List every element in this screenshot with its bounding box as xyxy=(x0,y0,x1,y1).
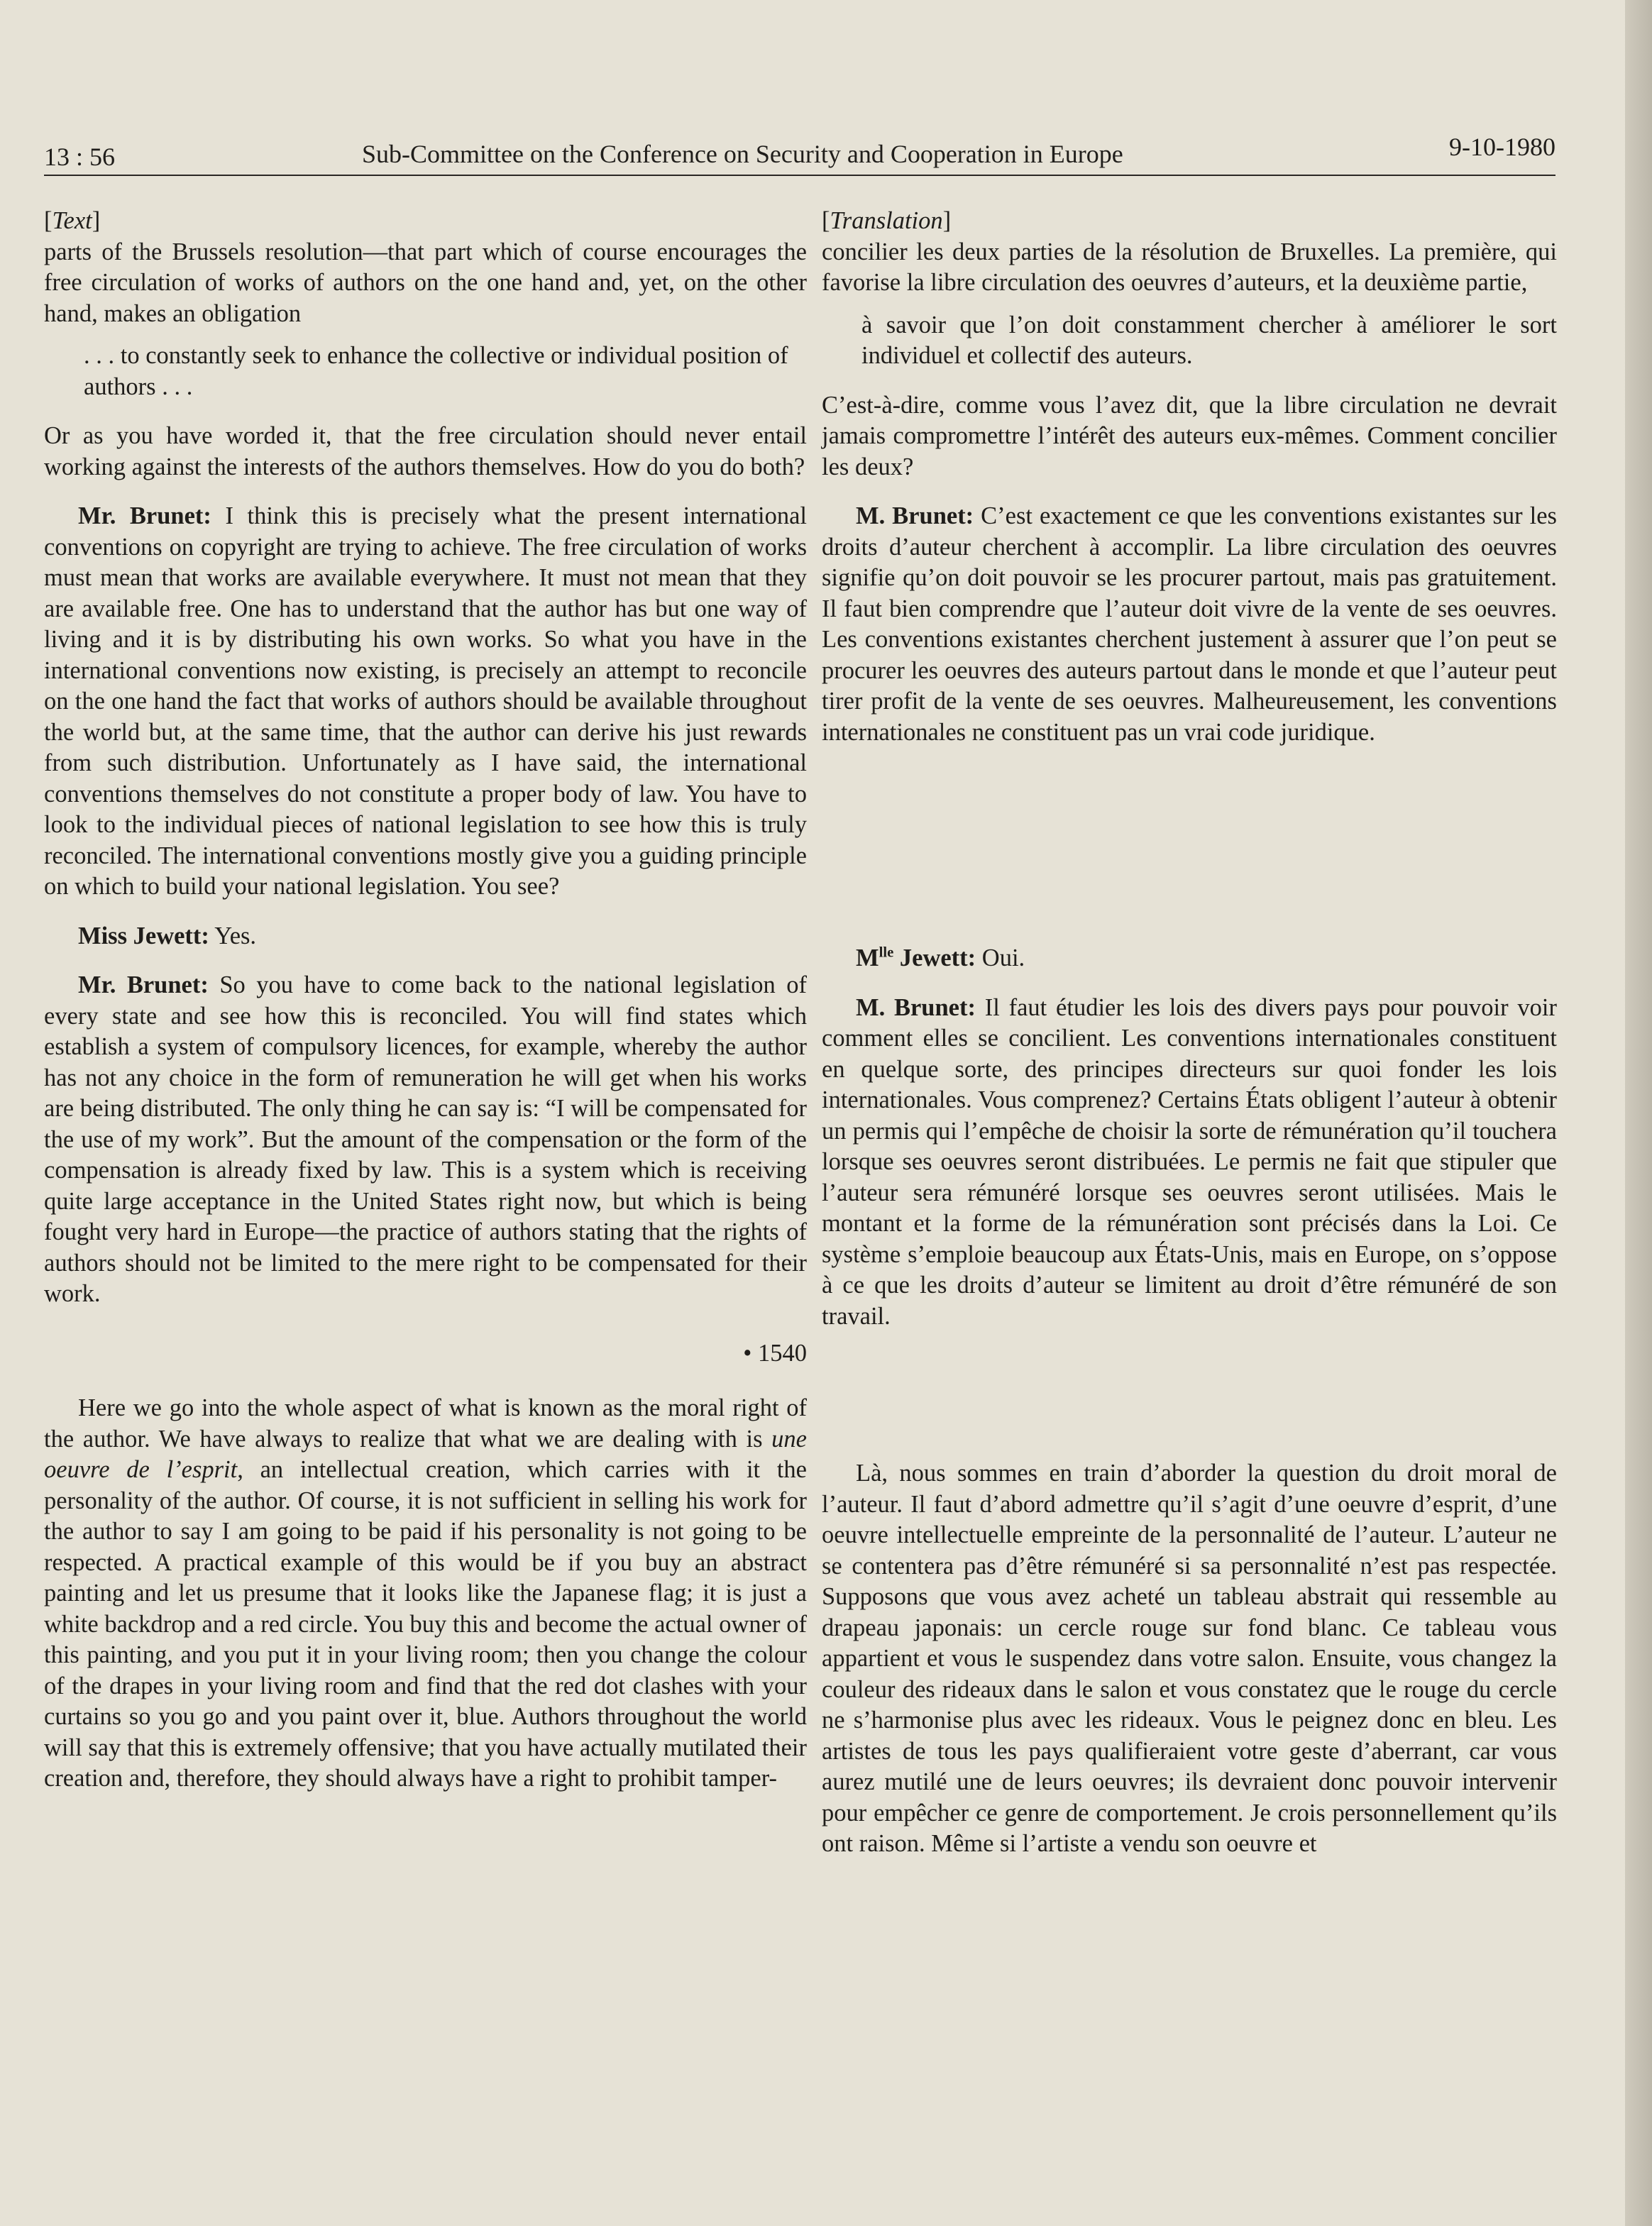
right-paragraph-3: M. Brunet: C’est exactement ce que les conventions existantes sur les droits d’auteur cherchent à accomplir. La libre circulation des oeuvres signifie qu’on doit pouvoir se les procurer partout, mais pas gratuitement. Il faut bien comprendre que l’auteur doit vivre de la vente de ses oeuvres. Les conventions existantes cherchent justement à assurer que l’on peut se procurer les oeuvres des auteurs partout dans le monde et que l’auteur peut tirer profit de la vente de ses oeuvres. Malheureusement, les conventions internationales ne constituent pas un vrai code juridique. xyxy=(822,502,1557,746)
right-quote: à savoir que l’on doit constamment chercher à améliorer le sort individuel et collectif des auteurs. xyxy=(861,311,1557,369)
speaker-label: M. Brunet: xyxy=(856,502,974,529)
speaker-label: M. Brunet: xyxy=(856,993,976,1021)
left-paragraph-4: Miss Jewett: Yes. xyxy=(78,922,257,949)
speaker-label: Miss Jewett: xyxy=(78,922,209,949)
left-paragraph-6: Here we go into the whole aspect of what is known as the moral right of the author. We have always to realize that what we are dealing with is une oeuvre de l’esprit, an intellectual creation, which carries with it the personality of the author. Of course, it is not sufficient in selling his work for the author to say I am going to be paid if his personality is not going to be respected. A practical example of this would be if you buy an abstract painting and let us presume that it looks like the Japanese flag; it is just a white backdrop and a red circle. You buy this and become the actual owner of this painting, and you put it in your living room; then you change the colour of the drapes in your living room and find that the red dot clashes with your curtains so you go and you paint over it, blue. Authors throughout the world will say that this is extremely offensive; that you have actually mutilated their creation and, therefore, they should always have a right to prohibit tamper- xyxy=(44,1394,807,1792)
running-header xyxy=(44,128,1555,176)
book-spine-edge xyxy=(1625,0,1652,2226)
right-paragraph-2: C’est-à-dire, comme vous l’avez dit, que la libre circulation ne devrait jamais compromettre l’intérêt des auteurs eux-mêmes. Comment concilier les deux? xyxy=(822,391,1557,480)
right-paragraph-4: $M^{lle}$ Jewett: Oui. xyxy=(856,944,1025,971)
english-column xyxy=(44,206,807,1795)
right-paragraph-1: concilier les deux parties de la résolution de Bruxelles. La première, qui favorise la libre circulation des oeuvres d’auteurs, et la deuxième partie, xyxy=(822,238,1557,296)
left-paragraph-2: Or as you have worded it, that the free circulation should never entail working against the interests of the authors themselves. How do you do both? xyxy=(44,422,807,480)
right-paragraph-5: M. Brunet: Il faut étudier les lois des divers pays pour pouvoir voir comment elles se concilient. Les conventions internationales constituent en quelque sorte, des principes directeurs sur quoi fonder les lois internationales. Vous comprenez? Certains États obligent l’auteur à obtenir un permis qui l’empêche de choisir la sorte de rémunération qu’il touchera lorsque ses oeuvres seront distribuées. Le permis ne fait que stipuler que l’auteur sera rémunéré lorsque ses oeuvres seront utilisées. Mais le montant et la forme de la rémunération sont précisés dans la Loi. Ce système s’emploie beaucoup aux États-Unis, mais en Europe, on s’oppose à ce que les droits d’auteur se limitent au droit d’être rémunéré de son travail. xyxy=(822,993,1557,1330)
speaker-label: Mr. Brunet: xyxy=(78,502,211,529)
header-title: Sub-Committee on the Conference on Security and Cooperation in Europe xyxy=(362,140,1123,168)
right-paragraph-6: Là, nous sommes en train d’aborder la question du droit moral de l’auteur. Il faut d’abord admettre qu’il s’agit d’une oeuvre d’esprit, d’une oeuvre intellectuelle empreinte de la personnalité de l’auteur. L’auteur ne se contentera pas d’être rémunéré si sa personnalité n’est pas respectée. Supposons que vous avez acheté un tableau abstrait qui ressemble au drapeau japonais: un cercle rouge sur fond blanc. Ce tableau vous appartient et vous le suspendez dans votre salon. Ensuite, vous changez la couleur des rideaux dans le salon et vous constatez que le rouge du cercle ne s’harmonise plus avec les rideaux. Vous le peignez donc en bleu. Les artistes de tous les pays qualifieraient votre geste d’aberrant, car vous aurez mutilé une de leurs oeuvres; ils devraient donc pouvoir intervenir pour empêcher ce genre de comportement. Je crois personnellement qu’ils ont raison. Même si l’artiste a vendu son oeuvre et xyxy=(822,1460,1557,1857)
french-column xyxy=(822,206,1557,1860)
translation-tag: [Translation] xyxy=(822,207,952,234)
page-number: 13 : 56 xyxy=(44,143,116,171)
header-date: 9-10-1980 xyxy=(1449,133,1555,161)
left-paragraph-5: Mr. Brunet: So you have to come back to the national legislation of every state and see how this is reconciled. You will find states which establish a system of compulsory licences, for example, whereby the author has not any choice in the form of remuneration he will get when his works are being distributed. The only thing he can say is: “I will be compensated for the use of my work”. But the amount of the compensation or the form of the compensation is already fixed by law. This is a system which is receiving quite large acceptance in the United States right now, but which is being fought very hard in Europe—the practice of authors stating that the rights of authors should not be limited to the mere right to be compensated for their work. xyxy=(44,971,807,1307)
left-quote: . . . to constantly seek to enhance the collective or individual position of authors . . . xyxy=(84,342,788,400)
speaker-label: Mr. Brunet: xyxy=(78,971,209,998)
time-marker: • 1540 xyxy=(743,1339,807,1367)
speaker-label: $M^{lle}$ Jewett: xyxy=(856,944,976,971)
text-tag: [Text] xyxy=(44,207,101,234)
left-paragraph-1: parts of the Brussels resolution—that part which of course encourages the free circulation of works of authors on the one hand and, yet, on the other hand, makes an obligation xyxy=(44,238,807,327)
left-paragraph-3: Mr. Brunet: I think this is precisely what the present international conventions on copyright are trying to achieve. The free circulation of works must mean that works are available everywhere. It must not mean that they are available free. One has to understand that the author has but one way of living and it is by distributing his own works. So what you have in the international conventions now existing, is precisely an attempt to reconcile on the one hand the fact that works of authors should be available throughout the world but, at the same time, that the author can derive his just rewards from such distribution. Unfortunately as I have said, the international conventions themselves do not constitute a proper body of law. You have to look to the individual pieces of national legislation to see how this is truly reconciled. The international conventions mostly give you a guiding principle on which to build your national legislation. You see? xyxy=(44,502,808,900)
